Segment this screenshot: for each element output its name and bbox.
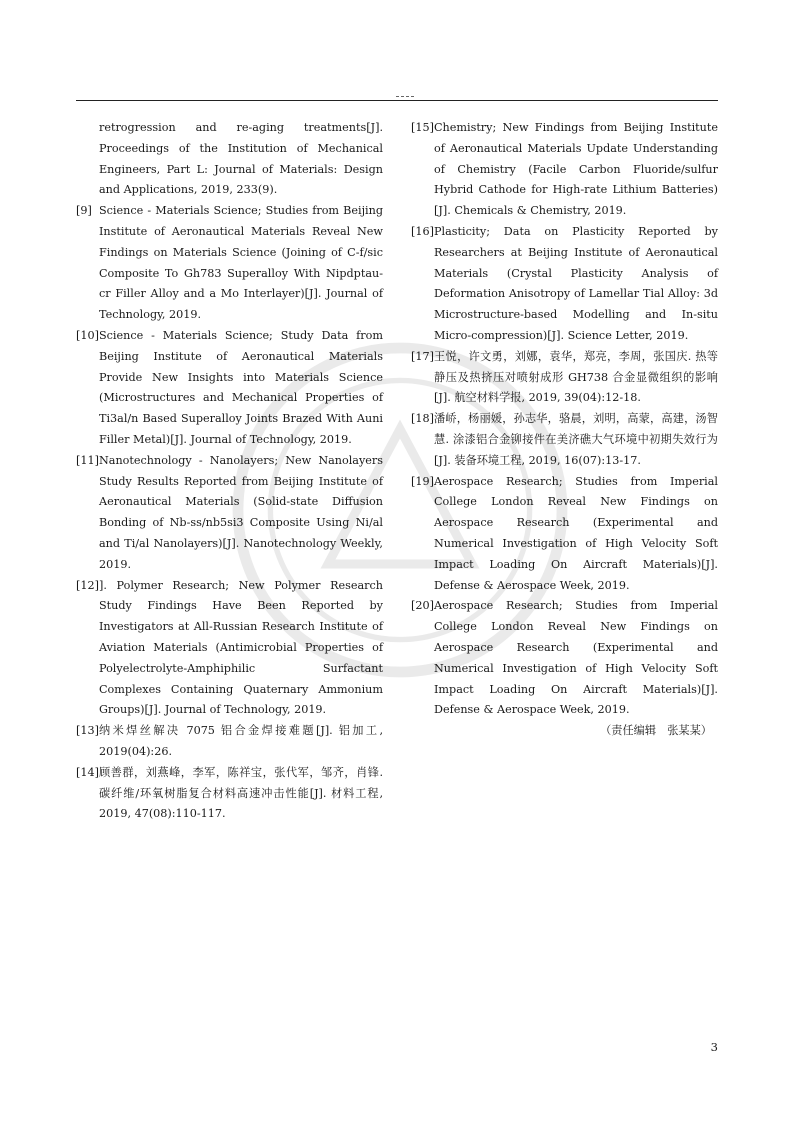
- reference-item: [411, 222, 718, 347]
- reference-number: [15]: [411, 121, 434, 134]
- reference-text: 潘峤，杨丽媛，孙志华，骆晨，刘明，高蒙，高建，汤智慧. 涂漆铝合金铆接件在美济礁大气环境中初期失效行为[J]. 装备环境工程, 2019, 16(07):13-17.: [434, 412, 718, 467]
- header-rule: [76, 100, 718, 101]
- reference-item: [76, 721, 383, 763]
- reference-item: [411, 409, 718, 471]
- reference-item: [76, 763, 383, 825]
- reference-number: [9]: [76, 204, 92, 218]
- reference-item: [76, 201, 383, 326]
- page-number: 3: [710, 1040, 718, 1054]
- reference-item: [411, 347, 718, 409]
- right-column: [411, 118, 718, 742]
- reference-item: [76, 451, 383, 576]
- reference-text: Nanotechnology - Nanolayers; New Nanolayers Study Results Reported from Beijing Institute of Aeronautical Materials (Solid-state Diffusion Bonding of Nb-ss/nb5si3 Composite Using Ni/al and Ti/al Nanolayers)[J]. Nanotechnology Weekly, 2019.: [99, 453, 383, 571]
- reference-item: [76, 326, 383, 451]
- reference-number: [20]: [411, 599, 434, 613]
- reference-text: Plasticity; Data on Plasticity Reported by Researchers at Beijing Institute of Aeronautical Materials (Crystal Plasticity Analysis of Deformation Anisotropy of Lamellar Tial Alloy: 3d Microstructure-based Modelling and In-situ Micro-compression)[J]. Science Letter, 2019.: [434, 224, 718, 342]
- reference-text: Science - Materials Science; Studies from Beijing Institute of Aeronautical Materials Reveal New Findings on Materials Science (Joining of C-f/sic Composite To Gh783 Superalloy With Nipdptau-cr Filler Alloy and a Mo Interlayer)[J]. Journal of Technology, 2019.: [99, 204, 383, 322]
- reference-number: [11]: [76, 453, 99, 467]
- reference-continuation: retrogression and re-aging treatments[J]. Proceedings of the Institution of Mechanical Engineers, Part L: Journal of Materials: Design and Applications, 2019, 233(9).: [99, 121, 383, 197]
- reference-item: [411, 118, 718, 222]
- reference-item: [411, 472, 718, 597]
- reference-number: [14]: [76, 765, 99, 779]
- reference-number: [13]: [76, 724, 99, 738]
- reference-item: [411, 596, 718, 721]
- reference-number: [19]: [411, 474, 434, 488]
- reference-text: Aerospace Research; Studies from Imperial College London Reveal New Findings on Aerospace Research (Experimental and Numerical Investigation of High Velocity Soft Impact Loading On Aircraft Materials)[J]. Defense & Aerospace Week, 2019.: [434, 474, 718, 592]
- reference-number: [18]: [411, 412, 434, 426]
- editor-note: （责任编辑 张某某）: [600, 724, 712, 738]
- reference-text: ]. Polymer Research; New Polymer Research Study Findings Have Been Reported by Investigators at All-Russian Research Institute of Aviation Materials (Antimicrobial Properties of Polyelectrolyte-Amphiphilic Surfactant Complexes Containing Quaternary Ammonium Groups)[J]. Journal of Technology, 2019.: [99, 578, 383, 717]
- reference-text: Chemistry; New Findings from Beijing Institute of Aeronautical Materials Update Understanding of Chemistry (Facile Carbon Fluoride/sulfur Hybrid Cathode for High-rate Lithium Batteries)[J]. Chemicals & Chemistry, 2019.: [434, 121, 718, 218]
- reference-number: [17]: [411, 349, 434, 363]
- header-rule-mark: [396, 96, 414, 97]
- reference-text: 王悦，许文勇，刘娜，袁华，郑亮，李周，张国庆. 热等静压及热挤压对喷射成形 GH738 合金显微组织的影响[J]. 航空材料学报, 2019, 39(04):12-18.: [434, 349, 718, 405]
- reference-text: 纳米焊丝解决 7075 铝合金焊接难题[J]. 铝加工, 2019(04):26.: [99, 724, 383, 758]
- reference-number: [12]: [76, 578, 99, 592]
- reference-text: 顾善群，刘燕峰，李军，陈祥宝，张代军，邹齐，肖锋. 碳纤维/环氧树脂复合材料高速冲击性能[J]. 材料工程, 2019, 47(08):110-117.: [99, 765, 383, 821]
- reference-item: [76, 576, 383, 722]
- reference-text: Aerospace Research; Studies from Imperial College London Reveal New Findings on Aerospace Research (Experimental and Numerical Investigation of High Velocity Soft Impact Loading On Aircraft Materials)[J]. Defense & Aerospace Week, 2019.: [434, 599, 718, 717]
- reference-text: Science - Materials Science; Study Data from Beijing Institute of Aeronautical Materials Provide New Insights into Materials Science (Microstructures and Mechanical Properties of Ti3al/n Based Superalloy Joints Brazed With Auni Filler Metal)[J]. Journal of Technology, 2019.: [99, 328, 383, 446]
- reference-number: [10]: [76, 328, 99, 342]
- left-column: [76, 118, 383, 825]
- reference-number: [16]: [411, 224, 434, 238]
